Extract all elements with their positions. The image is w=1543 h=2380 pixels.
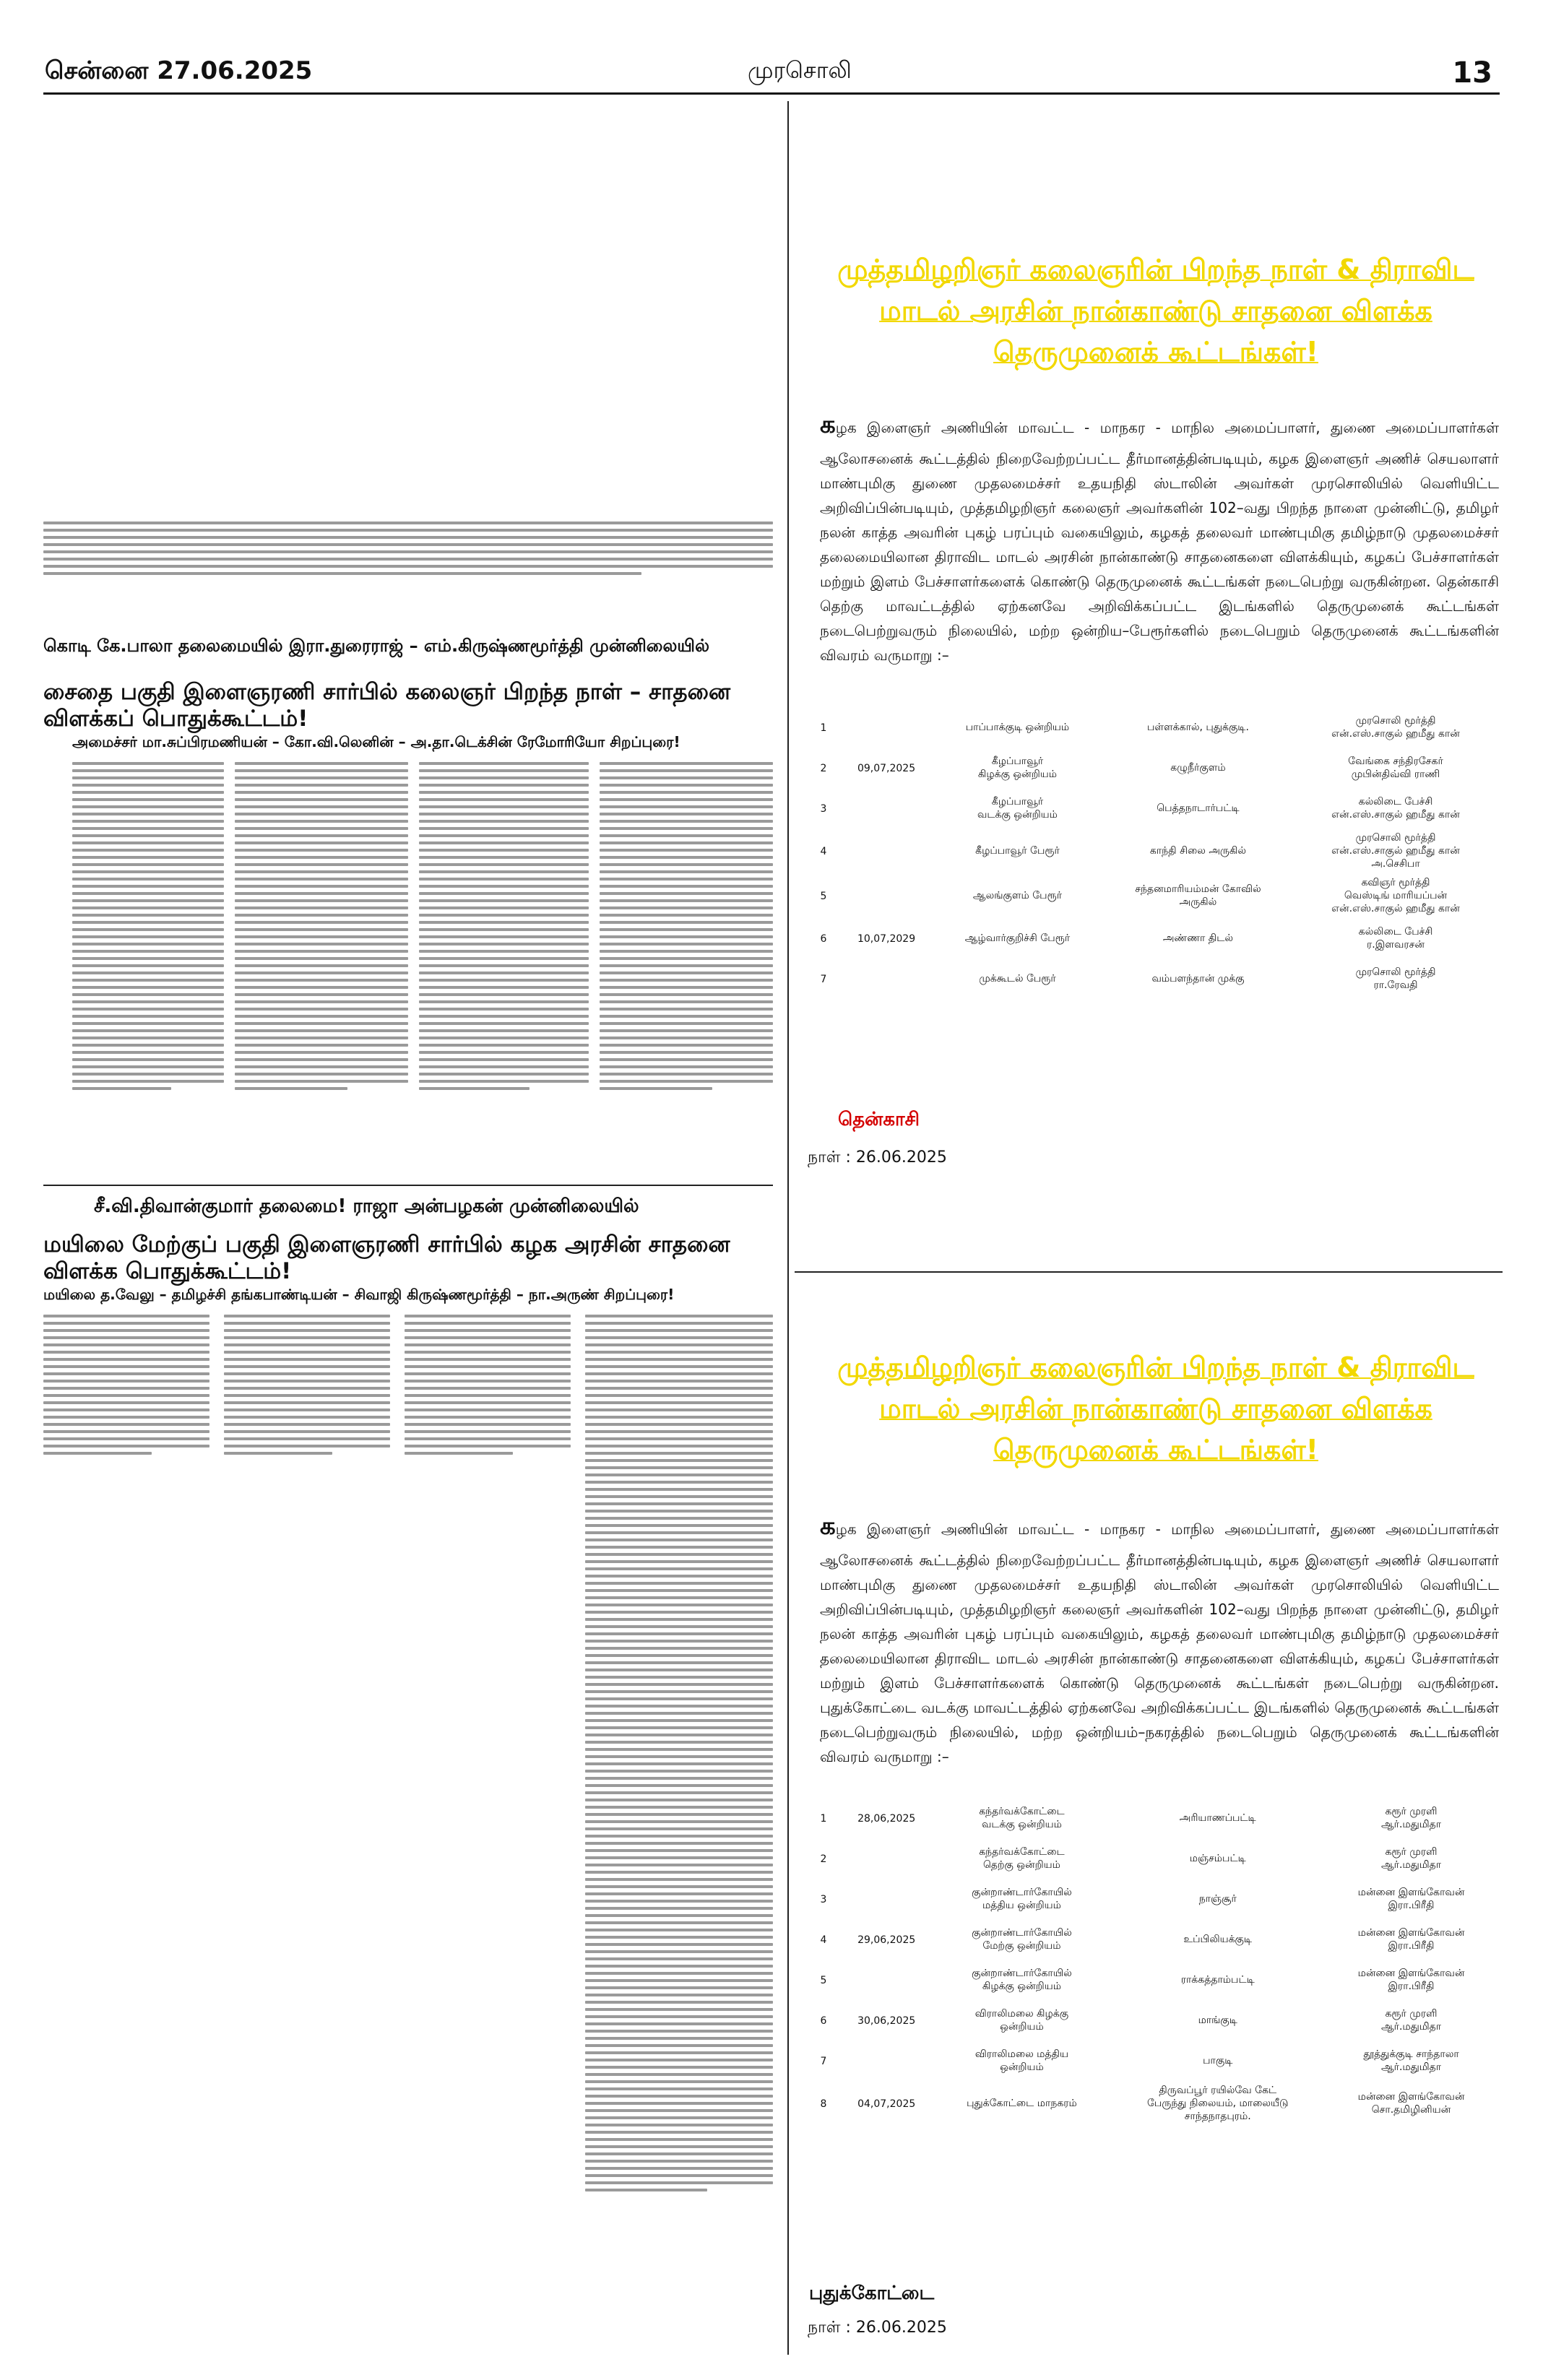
article1-column-1 <box>72 762 224 1094</box>
cell-date <box>838 1960 935 2001</box>
cell-place: பள்ளக்கால், புதுக்குடி. <box>1147 722 1249 733</box>
notice1-schedule-table <box>809 708 1495 1000</box>
cell-union: குன்றாண்டார்கோயில் கிழக்கு ஒன்றியம் <box>972 1968 1072 1992</box>
cell-no: 1 <box>820 1813 827 1825</box>
article2-column-2 <box>224 1315 390 1459</box>
article2-kicker: சீ.வி.திவான்குமார் தலைமை! ராஜா அன்பழகன் முன்னிலையில் <box>94 1195 639 1217</box>
article1-kicker: கொடி கே.பாலா தலைமையில் இரா.துரைராஜ் – எம்.கிருஷ்ணமூர்த்தி முன்னிலையில் <box>43 636 709 656</box>
cell-date <box>838 2041 935 2082</box>
table-row <box>809 1960 1495 2001</box>
notice2-body-text: ழக இளைஞர் அணியின் மாவட்ட - மாநகர - மாநில அமைப்பாளர், துணை அமைப்பாளர்கள் ஆலோசனைக் கூட்டத்தில் நிறைவேற்றப்பட்ட தீர்மானத்தின்படியும், கழக இளைஞர் அணிச் செயலாளர் மாண்புமிகு துணை முதலமைச்சர் உதயநிதி ஸ்டாலின் அவர்கள் முரசொலியில் வெளியிட்ட அறிவிப்பின்படியும், முத்தமிழறிஞர் கலைஞர் அவர்களின் 102–வது பிறந்த நாளை முன்னிட்டு, தமிழர் நலன் காத்த அவரின் புகழ் பரப்பும் வகையிலும், கழகத் தலைவர் மாண்புமிகு தமிழ்நாடு முதலமைச்சர் தலைமையிலான திராவிட மாடல் அரசின் நான்காண்டு சாதனைகளை விளக்கியும், கழகப் பேச்சாளர்கள் மற்றும் இளம் பேச்சாளர்களைக் கொண்டு தெருமுனைக் கூட்டங்கள் நடைபெற்று வருகின்றன. புதுக்கோட்டை வடக்கு மாவட்டத்தில் ஏற்கனவே அறிவிக்கப்பட்ட இடங்களில் தெருமுனைக் கூட்டங்கள் நடைபெற்றுவரும் நிலையில், மற்ற ஒன்றியம்–நகரத்தில் நடைபெறும் தெருமுனைக் கூட்டங்களின் விவரம் வருமாறு :– <box>820 1520 1499 1765</box>
article2-column-3 <box>405 1315 571 1459</box>
cell-union: கீழப்பாவூர் வடக்கு ஒன்றியம் <box>977 796 1058 821</box>
cell-no: 2 <box>820 763 827 774</box>
table-row <box>809 1920 1495 1960</box>
cell-speaker: தூத்துக்குடி சாந்தாலா ஆர்.மதுமிதா <box>1363 2048 1459 2073</box>
cell-place: வம்பளந்தான் முக்கு <box>1151 973 1245 985</box>
article1-column-2 <box>235 762 408 1094</box>
cell-union: விராலிமலை மத்திய ஒன்றியம் <box>974 2048 1069 2073</box>
article2-headline: மயிலை மேற்குப் பகுதி இளைஞரணி சார்பில் கழக அரசின் சாதனை விளக்க பொதுக்கூட்டம்! <box>43 1232 730 1285</box>
notice2-body-initial: க <box>820 1512 836 1541</box>
cell-place: மஞ்சம்பட்டி <box>1189 1853 1246 1864</box>
table-row <box>809 708 1495 748</box>
cell-no: 8 <box>820 2098 827 2110</box>
column-divider <box>787 101 789 2355</box>
cell-speaker: மன்னை இளங்கோவன் இரா.பிரீதி <box>1357 1968 1465 1992</box>
cell-no: 2 <box>820 1853 827 1865</box>
cell-speaker: கரூர் முரளி ஆர்.மதுமிதா <box>1380 2008 1442 2033</box>
cell-date: 29,06,2025 <box>857 1934 916 1946</box>
table-row <box>809 919 1495 959</box>
cell-date: 30,06,2025 <box>857 2015 916 2027</box>
cell-date <box>838 708 935 748</box>
cell-no: 6 <box>820 2015 827 2027</box>
cell-place: ராக்கத்தாம்பட்டி <box>1180 1974 1255 1986</box>
cell-place: திருவப்பூர் ரயில்வே கேட் பேருந்து நிலையம், மாலையீடு சாந்தநாதபுரம். <box>1146 2085 1289 2122</box>
table-row <box>809 1839 1495 1879</box>
notice1-body-initial: க <box>820 410 836 439</box>
cell-date <box>838 1879 935 1920</box>
article1-column-4 <box>600 762 773 1094</box>
table-row <box>809 2001 1495 2041</box>
cell-speaker: கவிஞர் மூர்த்தி வெஸ்டிங் மாரியப்பன் என்.எஸ்.சாகுல் ஹமீது கான் <box>1331 877 1460 914</box>
notice2-district: புதுக்கோட்டை <box>809 2282 935 2304</box>
article1-column-3 <box>419 762 589 1094</box>
cell-union: பாப்பாக்குடி ஒன்றியம் <box>965 722 1070 733</box>
cell-place: உப்பிலியக்குடி <box>1183 1934 1253 1945</box>
cell-union: குன்றாண்டார்கோயில் மத்திய ஒன்றியம் <box>972 1887 1072 1911</box>
cell-speaker: முரசொலி மூர்த்தி என்.எஸ்.சாகுல் ஹமீது கான் <box>1331 715 1460 740</box>
table-row <box>809 1799 1495 1839</box>
cell-place: கழுநீர்குளம் <box>1170 762 1226 774</box>
notice2-schedule-table <box>809 1799 1495 2126</box>
article1-subhead: அமைச்சர் மா.சுப்பிரமணியன் – கோ.வி.லெனின் – அ.தா.டெக்சின் ரேமோரியோ சிறப்புரை! <box>72 733 680 750</box>
cell-no: 4 <box>820 1934 827 1946</box>
cell-date <box>838 789 935 829</box>
cell-union: கீழப்பாவூர் பேரூர் <box>975 845 1060 857</box>
cell-date: 04,07,2025 <box>857 2098 916 2110</box>
cell-union: ஆலங்குளம் பேரூர் <box>972 890 1063 901</box>
cell-speaker: முரசொலி மூர்த்தி என்.எஸ்.சாகுல் ஹமீது கான் அ.செசிபா <box>1331 832 1460 870</box>
cell-speaker: மன்னை இளங்கோவன் இரா.பிரீதி <box>1357 1927 1465 1952</box>
table-row <box>809 959 1495 1000</box>
cell-speaker: கல்லிடை பேச்சி ர.இளவரசன் <box>1358 926 1433 951</box>
header-rule <box>43 92 1500 95</box>
table-row <box>809 1879 1495 1920</box>
cell-place: மாங்குடி <box>1198 2015 1237 2026</box>
cell-union: கந்தர்வக்கோட்டை வடக்கு ஒன்றியம் <box>979 1806 1065 1830</box>
table-row <box>809 874 1495 919</box>
notice1-title: முத்தமிழறிஞர் கலைஞரின் பிறந்த நாள் & திராவிட மாடல் அரசின் நான்காண்டு சாதனை விளக்க தெருமுனைக் கூட்டங்கள்! <box>837 254 1474 368</box>
photo-caption-text <box>43 522 773 579</box>
notice2-title: முத்தமிழறிஞர் கலைஞரின் பிறந்த நாள் & திராவிட மாடல் அரசின் நான்காண்டு சாதனை விளக்க தெருமுனைக் கூட்டங்கள்! <box>837 1351 1474 1466</box>
article2-column-4 <box>585 1315 773 2196</box>
cell-place: அண்ணா திடல் <box>1162 932 1234 944</box>
article1-headline: சைதை பகுதி இளைஞரணி சார்பில் கலைஞர் பிறந்த நாள் – சாதனை விளக்கப் பொதுக்கூட்டம்! <box>43 679 731 732</box>
notice2-date: நாள் : 26.06.2025 <box>808 2319 947 2337</box>
cell-place: சந்தனமாரியம்மன் கோவில் அருகில் <box>1135 883 1261 908</box>
cell-union: முக்கூடல் பேரூர் <box>979 973 1056 985</box>
cell-speaker: முரசொலி மூர்த்தி ரா.ரேவதி <box>1355 966 1436 991</box>
cell-no: 4 <box>820 846 827 857</box>
cell-no: 7 <box>820 974 827 985</box>
cell-union: கீழப்பாவூர் கிழக்கு ஒன்றியம் <box>977 756 1058 780</box>
edition-date: சென்னை 27.06.2025 <box>45 56 313 85</box>
notice1-body <box>820 404 1499 667</box>
cell-no: 7 <box>820 2056 827 2067</box>
cell-no: 5 <box>820 1975 827 1986</box>
cell-place: நாஞ்சூர் <box>1198 1893 1237 1905</box>
article2-subhead: மயிலை த.வேலு – தமிழச்சி தங்கபாண்டியன் – சிவாஜி கிருஷ்ணமூர்த்தி – நா.அருண் சிறப்புரை! <box>43 1286 675 1303</box>
cell-speaker: கரூர் முரளி ஆர்.மதுமிதா <box>1380 1806 1442 1830</box>
article-divider <box>43 1185 773 1186</box>
table-row <box>809 2041 1495 2082</box>
cell-speaker: மன்னை இளங்கோவன் சொ.தமிழினியன் <box>1357 2091 1465 2116</box>
cell-date <box>838 1839 935 1879</box>
page-number: 13 <box>1452 56 1492 90</box>
cell-place: அரியாணப்பட்டி <box>1179 1812 1256 1824</box>
cell-speaker: மன்னை இளங்கோவன் இரா.பிரீதி <box>1357 1887 1465 1911</box>
cell-place: பெத்தநாடார்பட்டி <box>1157 802 1240 814</box>
cell-union: குன்றாண்டார்கோயில் மேற்கு ஒன்றியம் <box>972 1927 1072 1952</box>
cell-union: கந்தர்வக்கோட்டை தெற்கு ஒன்றியம் <box>979 1846 1065 1871</box>
cell-no: 5 <box>820 891 827 902</box>
cell-no: 6 <box>820 933 827 945</box>
notice1-district: தென்காசி <box>838 1109 920 1130</box>
cell-date: 09,07,2025 <box>857 763 916 774</box>
notice1-date: நாள் : 26.06.2025 <box>808 1148 947 1167</box>
notice2-body <box>820 1506 1499 1769</box>
cell-no: 3 <box>820 1894 827 1905</box>
cell-date: 28,06,2025 <box>857 1813 916 1825</box>
cell-date <box>838 874 935 919</box>
table-row <box>809 829 1495 874</box>
notice1-body-text: ழக இளைஞர் அணியின் மாவட்ட - மாநகர - மாநில அமைப்பாளர், துணை அமைப்பாளர்கள் ஆலோசனைக் கூட்டத்தில் நிறைவேற்றப்பட்ட தீர்மானத்தின்படியும், கழக இளைஞர் அணிச் செயலாளர் மாண்புமிகு துணை முதலமைச்சர் உதயநிதி ஸ்டாலின் அவர்கள் முரசொலியில் வெளியிட்ட அறிவிப்பின்படியும், முத்தமிழறிஞர் கலைஞர் அவர்களின் 102–வது பிறந்த நாளை முன்னிட்டு, தமிழர் நலன் காத்த அவரின் புகழ் பரப்பும் வகையிலும், கழகத் தலைவர் மாண்புமிகு தமிழ்நாடு முதலமைச்சர் தலைமையிலான திராவிட மாடல் அரசின் நான்காண்டு சாதனைகளை விளக்கியும், கழகப் பேச்சாளர்கள் மற்றும் இளம் பேச்சாளர்களைக் கொண்டு தெருமுனைக் கூட்டங்கள் நடைபெற்று வருகின்றன. தென்காசி தெற்கு மாவட்டத்தில் ஏற்கனவே அறிவிக்கப்பட்ட இடங்களில் தெருமுனைக் கூட்டங்கள் நடைபெற்றுவரும் நிலையில், மற்ற ஒன்றிய–பேரூர்களில் நடைபெறும் தெருமுனைக் கூட்டங்களின் விவரம் வருமாறு :– <box>820 419 1499 664</box>
cell-date <box>838 829 935 874</box>
cell-no: 3 <box>820 803 827 815</box>
cell-no: 1 <box>820 722 827 734</box>
cell-date: 10,07,2029 <box>857 933 916 945</box>
table-row <box>809 2082 1495 2126</box>
cell-place: பாகுடி <box>1203 2055 1233 2067</box>
cell-date <box>838 959 935 1000</box>
cell-union: விராலிமலை கிழக்கு ஒன்றியம் <box>974 2008 1069 2033</box>
article2-column-1 <box>43 1315 209 1459</box>
cell-union: புதுக்கோட்டை மாநகரம் <box>967 2098 1077 2109</box>
cell-place: காந்தி சிலை அருகில் <box>1149 845 1246 857</box>
cell-speaker: கரூர் முரளி ஆர்.மதுமிதா <box>1380 1846 1442 1871</box>
cell-speaker: கல்லிடை பேச்சி என்.எஸ்.சாகுல் ஹமீது கான் <box>1331 796 1460 821</box>
notice-divider <box>795 1271 1503 1273</box>
newspaper-name: முரசொலி <box>748 56 852 84</box>
table-row <box>809 789 1495 829</box>
cell-speaker: வேங்கை சந்திரசேகர் முபின்திவ்வி ராணி <box>1348 756 1443 780</box>
cell-union: ஆழ்வார்குறிச்சி பேரூர் <box>964 932 1071 944</box>
table-row <box>809 748 1495 789</box>
